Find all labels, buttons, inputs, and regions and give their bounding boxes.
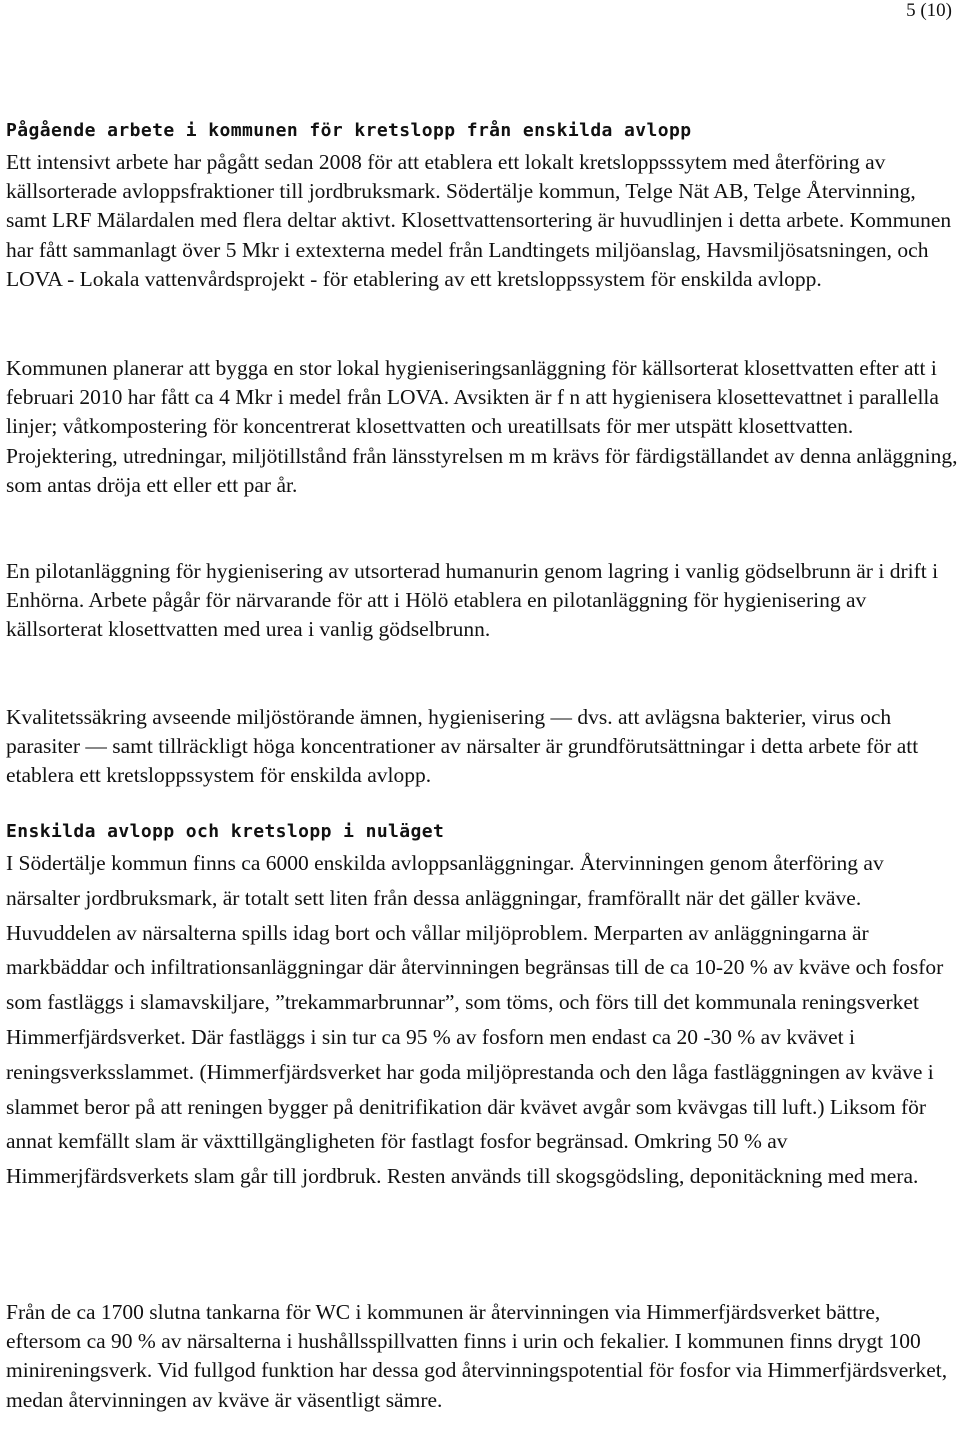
- section-heading-current-state: Enskilda avlopp och kretslopp i nuläget: [6, 821, 445, 842]
- paragraph-closed-tanks: Från de ca 1700 slutna tankarna för WC i kommunen är återvinningen via Himmerfjärdsverket bättre, eftersom ca 90 % av närsalterna i hushållsspillvatten finns i urin och fekalier. I kommunen finns drygt 100 minireningsverk. Vid fullgod funktion har dessa god återvinningspotential för fosfor via Himmerfjärdsverket, medan återvinningen av kväve är väsentligt sämre.: [6, 1300, 948, 1412]
- page-number: 5 (10): [906, 0, 952, 21]
- paragraph-pilot-plant: En pilotanläggning för hygienisering av utsorterad humanurin genom lagring i vanlig gödselbrunn är i drift i Enhörna. Arbete pågår för närvarande för att i Hölö etablera en pilotanläggning för hygienisering av källsorterat klosettvatten med urea i vanlig gödselbrunn.: [6, 559, 939, 642]
- paragraph-quality-assurance: Kvalitetssäkring avseende miljöstörande ämnen, hygienisering — dvs. att avlägsna bakterier, virus och parasiter — samt tillräckligt höga koncentrationer av närsalter är grundförutsättningar i detta arbete för att etablera ett kretsloppssystem för enskilda avlopp.: [6, 705, 919, 788]
- paragraph-private-sewage: I Södertälje kommun finns ca 6000 enskilda avloppsanläggningar. Återvinningen genom återföring av närsalter jordbruksmark, är totalt sett liten från dessa anläggningar, framförallt när det gäller kväve. Huvuddelen av närsalterna spills idag bort och vållar miljöproblem. Merparten av anläggningarna är markbäddar och infiltrationsanläggningar där återvinningen begränsas till de ca 10-20 % av kväve och fosfor som fastläggs i slamavskiljare, ”trekammarbrunnar”, som töms, och förs till det kommunala reningsverket Himmerfjärdsverket. Där fastläggs i sin tur ca 95 % av fosforn men endast ca 20 -30 % av kvävet i reningsverksslammet. (Himmerfjärdsverket har goda miljöprestanda och den låga fastläggningen av kväve i slammet beror på att reningen bygger på denitrifikation där kvävet avgår som kvävgas till luft.) Liksom för annat kemfällt slam är växttillgängligheten för fastlagt fosfor begränsad. Omkring 50 % av Himmerjfärdsverkets slam går till jordbruk. Resten används till skogsgödsling, deponitäckning med mera.: [6, 851, 944, 1189]
- paragraph-hygienization-plant: Kommunen planerar att bygga en stor lokal hygieniseringsanläggning för källsorterat klosettvatten efter att i februari 2010 har fått ca 4 Mkr i medel från LOVA. Avsikten är f n att hygienisera klosettevattnet i parallella linjer; våtkompostering för koncentrerat klosettvatten och ureatillsats för mer utspätt klosettvatten. Projektering, utredningar, miljötillstånd från länsstyrelsen m m krävs för färdigställandet av denna anläggning, som antas dröja ett eller ett par år.: [6, 356, 958, 497]
- paragraph-intensive-work: Ett intensivt arbete har pågått sedan 2008 för att etablera ett lokalt kretsloppsssytem med återföring av källsorterade avloppsfraktioner till jordbruksmark. Södertälje kommun, Telge Nät AB, Telge Återvinning, samt LRF Mälardalen med flera deltar aktivt. Klosettvattensortering är huvudlinjen i detta arbete. Kommunen har fått sammanlagt över 5 Mkr i extexterna medel från Landtingets miljöanslag, Havsmiljösatsningen, och LOVA - Lokala vattenvårdsprojekt - för etablering av ett kretsloppssystem för enskilda avlopp.: [6, 150, 952, 291]
- section-heading-ongoing-work: Pågående arbete i kommunen för kretslopp från enskilda avlopp: [6, 120, 692, 141]
